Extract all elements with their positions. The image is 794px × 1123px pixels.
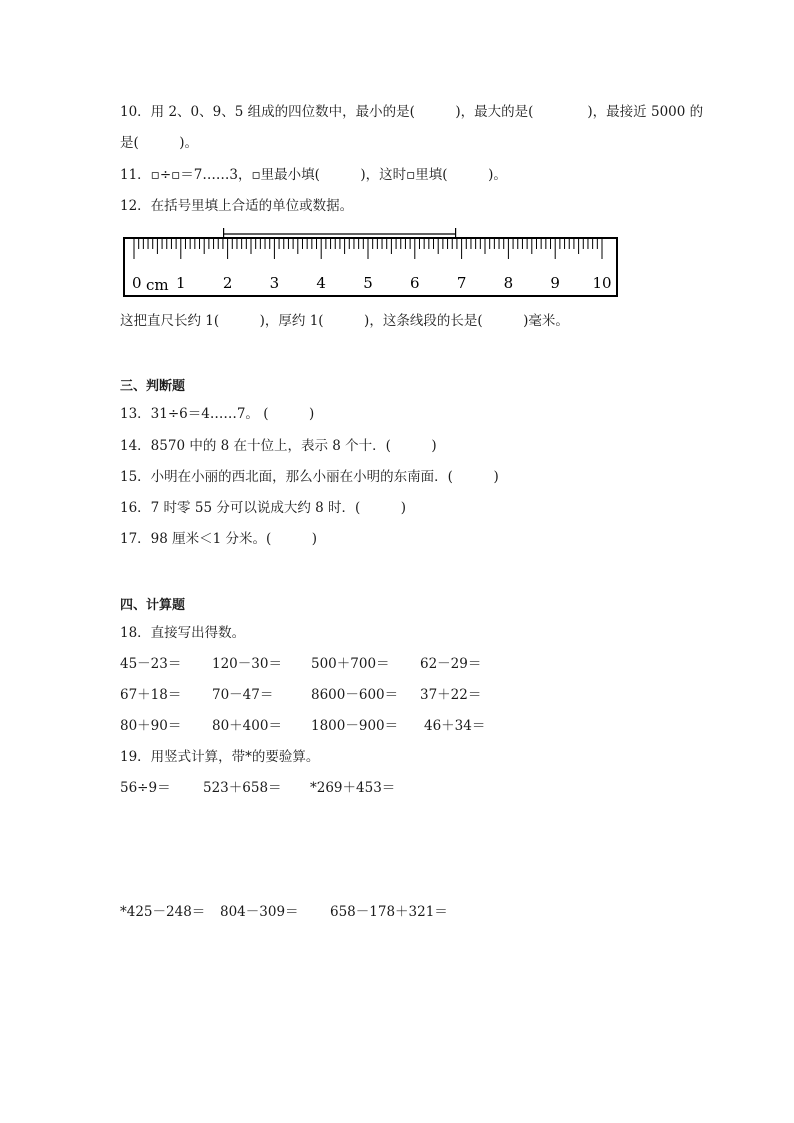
ruler-label: 7 — [456, 274, 467, 292]
calc-item: 70－47＝ — [212, 687, 274, 703]
ruler-label: 5 — [363, 274, 373, 292]
calc-item: 8600－600＝ — [311, 687, 399, 703]
ruler-unit: cm — [146, 276, 169, 294]
calc-item: 120－30＝ — [212, 656, 282, 672]
vertical-calc-item: *269＋453＝ — [310, 780, 396, 796]
question-17: 17．98 厘米＜1 分米。( ) — [120, 531, 318, 547]
calc-row-3 — [120, 717, 680, 735]
question-18: 18．直接写出得数。 — [120, 625, 246, 641]
question-15: 15．小明在小丽的西北面，那么小丽在小明的东南面．( ) — [120, 469, 499, 485]
question-10-line-2: 是( )。 — [120, 135, 199, 151]
vertical-calc-item: 658－178＋321＝ — [330, 904, 448, 920]
question-12-answer: 这把直尺长约 1( )，厚约 1( )，这条线段的长是( )毫米。 — [120, 313, 569, 329]
calc-item: 46＋34＝ — [424, 718, 486, 734]
vertical-calc-item: *425－248＝ — [120, 904, 206, 920]
question-10-line-1: 10．用 2、0、9、5 组成的四位数中，最小的是( )，最大的是( )，最接近 5000 的 — [120, 104, 704, 120]
ruler-label: 0 — [132, 274, 142, 292]
vertical-calc-item: 56÷9＝ — [120, 780, 171, 796]
calc-item: 45－23＝ — [120, 656, 182, 672]
question-11: 11．▫÷▫＝7……3，▫里最小填( )，这时▫里填( )。 — [120, 167, 507, 183]
calc-row-2 — [120, 686, 680, 704]
question-13: 13．31÷6＝4……7。 ( ) — [120, 406, 315, 422]
vertical-calc-row-1 — [120, 779, 680, 797]
calc-item: 62－29＝ — [420, 656, 482, 672]
ruler-label: 10 — [592, 274, 612, 292]
question-12: 12．在括号里填上合适的单位或数据。 — [120, 198, 354, 214]
ruler-label: 4 — [316, 274, 326, 292]
ruler-label: 2 — [222, 274, 233, 292]
calc-item: 67＋18＝ — [120, 687, 182, 703]
ruler-label: 6 — [410, 274, 420, 292]
calc-item: 37＋22＝ — [420, 687, 482, 703]
calc-item: 500＋700＝ — [311, 656, 390, 672]
vertical-calc-item: 804－309＝ — [220, 904, 299, 920]
question-19: 19．用竖式计算，带*的要验算。 — [120, 749, 320, 765]
ruler-label: 8 — [503, 274, 514, 292]
section-4-title: 四、计算题 — [120, 598, 186, 613]
question-16: 16．7 时零 55 分可以说成大约 8 时．( ) — [120, 500, 407, 516]
ruler-label: 1 — [176, 274, 186, 292]
calc-item: 80＋90＝ — [120, 718, 182, 734]
vertical-calc-item: 523＋658＝ — [203, 780, 282, 796]
calc-item: 1800－900＝ — [311, 718, 399, 734]
ruler-label: 9 — [550, 274, 560, 292]
calc-item: 80＋400＝ — [212, 718, 282, 734]
calc-row-1 — [120, 655, 680, 673]
question-14: 14．8570 中的 8 在十位上，表示 8 个十．( ) — [120, 438, 437, 454]
ruler-figure — [120, 224, 620, 300]
section-3-title: 三、判断题 — [120, 379, 186, 394]
ruler-label: 3 — [269, 274, 280, 292]
vertical-calc-row-2 — [120, 903, 680, 921]
